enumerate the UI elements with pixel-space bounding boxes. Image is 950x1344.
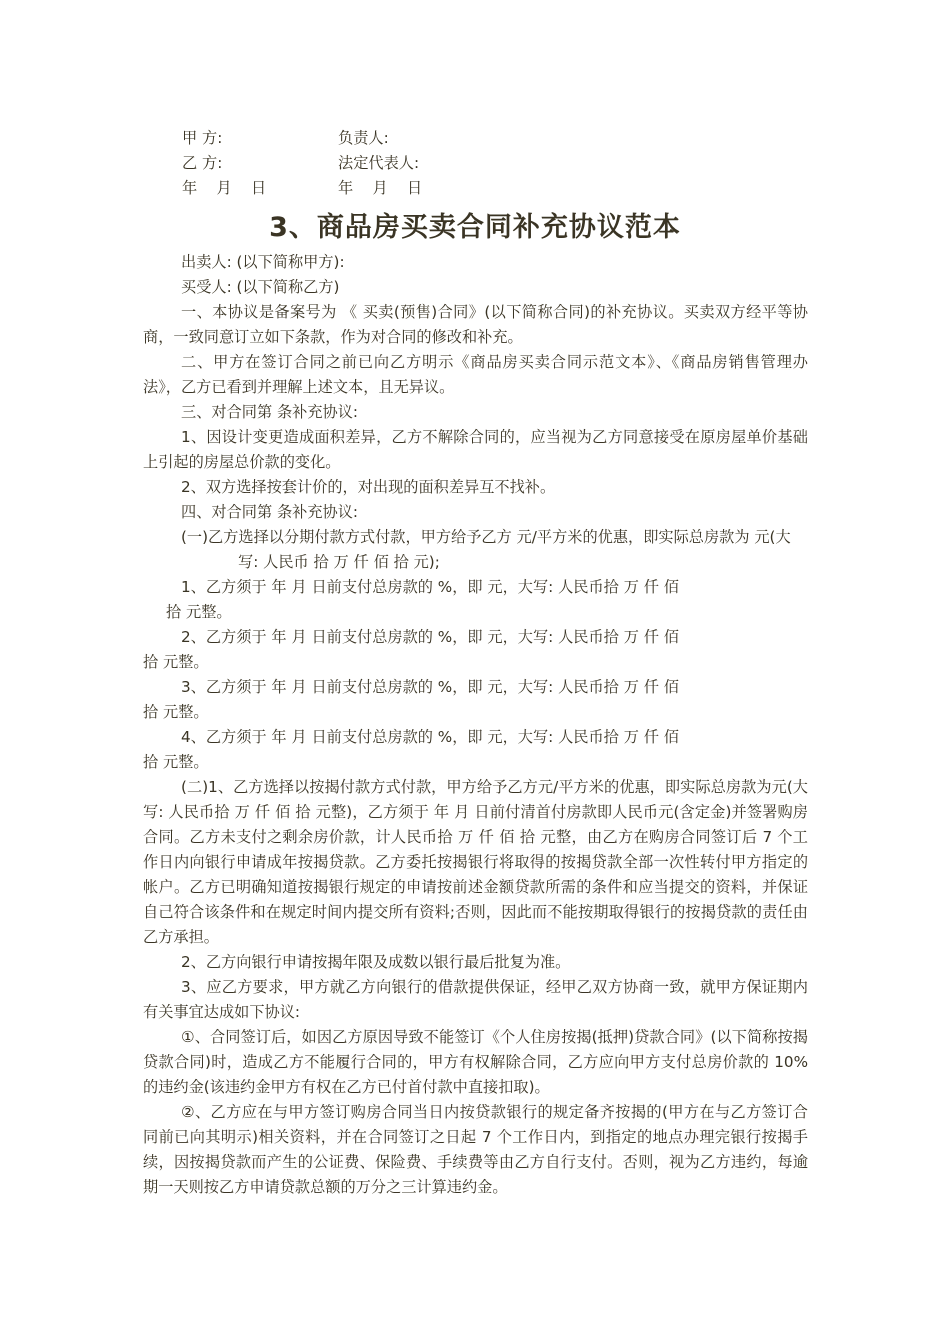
paragraph-installment-2-cont: 拾 元整。 bbox=[143, 653, 209, 671]
date-left: 年 月 日 bbox=[182, 179, 267, 197]
party-a-label: 甲 方: bbox=[182, 129, 223, 147]
paragraph-installment-amount: 写: 人民币 拾 万 仟 佰 拾 元); bbox=[238, 553, 440, 571]
paragraph-installment-3: 3、乙方须于 年 月 日前支付总房款的 %，即 元，大写: 人民币拾 万 仟 佰 bbox=[181, 678, 679, 696]
paragraph-clause-3-2: 2、双方选择按套计价的，对出现的面积差异互不找补。 bbox=[181, 478, 556, 496]
paragraph-mortgage-3-a: ①、合同签订后，如因乙方原因导致不能签订《个人住房按揭(抵押)贷款合同》(以下简称按揭贷款合同)时，造成乙方不能履行合同的，甲方有权解除合同，乙方应向甲方支付总房价款的 10%的违约金(该违约金甲方有权在乙方已付首付款中直接扣取)。 bbox=[143, 1028, 808, 1096]
paragraph-installment-4-cont: 拾 元整。 bbox=[143, 753, 209, 771]
document-title: 3、商品房买卖合同补充协议范本 bbox=[269, 212, 681, 243]
paragraph-clause-3: 三、对合同第 条补充协议: bbox=[181, 403, 359, 421]
paragraph-installment-3-cont: 拾 元整。 bbox=[143, 703, 209, 721]
paragraph-clause-1: 一、本协议是备案号为 《 买卖(预售)合同》(以下简称合同)的补充协议。买卖双方经平等协商，一致同意订立如下条款，作为对合同的修改和补充。 bbox=[143, 303, 808, 346]
paragraph-installment-4: 4、乙方须于 年 月 日前支付总房款的 %，即 元，大写: 人民币拾 万 仟 佰 bbox=[181, 728, 679, 746]
paragraph-installment-1: 1、乙方须于 年 月 日前支付总房款的 %，即 元，大写: 人民币拾 万 仟 佰 bbox=[181, 578, 679, 596]
paragraph-installment-1-cont: 拾 元整。 bbox=[166, 603, 232, 621]
paragraph-installment-2: 2、乙方须于 年 月 日前支付总房款的 %，即 元，大写: 人民币拾 万 仟 佰 bbox=[181, 628, 679, 646]
paragraph-mortgage-3: 3、应乙方要求，甲方就乙方向银行的借款提供保证，经甲乙双方协商一致，就甲方保证期内有关事宜达成如下协议: bbox=[143, 978, 808, 1021]
paragraph-mortgage: (二)1、乙方选择以按揭付款方式付款，甲方给予乙方元/平方米的优惠，即实际总房款为元(大写: 人民币拾 万 仟 佰 拾 元整)，乙方须于 年 月 日前付清首付房款即人民币元(含定金)并签署购房合同。乙方未支付之剩余房价款，计人民币拾 万 仟 佰 拾 元整，由乙方在购房合同签订后 7 个工作日内向银行申请成年按揭贷款。乙方委托按揭银行将取得的按揭贷款全部一次性转付甲方指定的帐户。乙方已明确知道按揭银行规定的申请按前述金额贷款所需的条件和应当提交的资料，并保证自己符合该条件和在规定时间内提交所有资料;否则，因此而不能按期取得银行的按揭贷款的责任由乙方承担。 bbox=[143, 778, 808, 946]
legal-rep-label: 法定代表人: bbox=[338, 154, 420, 172]
paragraph-seller: 出卖人: (以下简称甲方): bbox=[181, 253, 345, 271]
paragraph-mortgage-3-b: ②、乙方应在与甲方签订购房合同当日内按贷款银行的规定备齐按揭的(甲方在与乙方签订合同前已向其明示)相关资料，并在合同签订之日起 7 个工作日内，到指定的地点办理完银行按揭手续，因按揭贷款而产生的公证费、保险费、手续费等由乙方自行支付。否则，视为乙方违约，每逾期一天则按乙方申请贷款总额的万分之三计算违约金。 bbox=[143, 1103, 808, 1196]
paragraph-mortgage-2: 2、乙方向银行申请按揭年限及成数以银行最后批复为准。 bbox=[181, 953, 571, 971]
paragraph-clause-3-1: 1、因设计变更造成面积差异，乙方不解除合同的，应当视为乙方同意接受在原房屋单价基础上引起的房屋总价款的变化。 bbox=[143, 428, 808, 471]
paragraph-clause-2: 二、甲方在签订合同之前已向乙方明示《商品房买卖合同示范文本》、《商品房销售管理办法》，乙方已看到并理解上述文本，且无异议。 bbox=[143, 353, 808, 396]
paragraph-installment: (一)乙方选择以分期付款方式付款，甲方给予乙方 元/平方米的优惠，即实际总房款为 元(大 bbox=[181, 528, 791, 546]
party-b-label: 乙 方: bbox=[182, 154, 223, 172]
paragraph-clause-4: 四、对合同第 条补充协议: bbox=[181, 503, 359, 521]
date-right: 年 月 日 bbox=[338, 179, 423, 197]
document-body bbox=[143, 250, 808, 1200]
responsible-label: 负责人: bbox=[338, 129, 389, 147]
paragraph-buyer: 买受人: (以下简称乙方) bbox=[181, 278, 340, 296]
